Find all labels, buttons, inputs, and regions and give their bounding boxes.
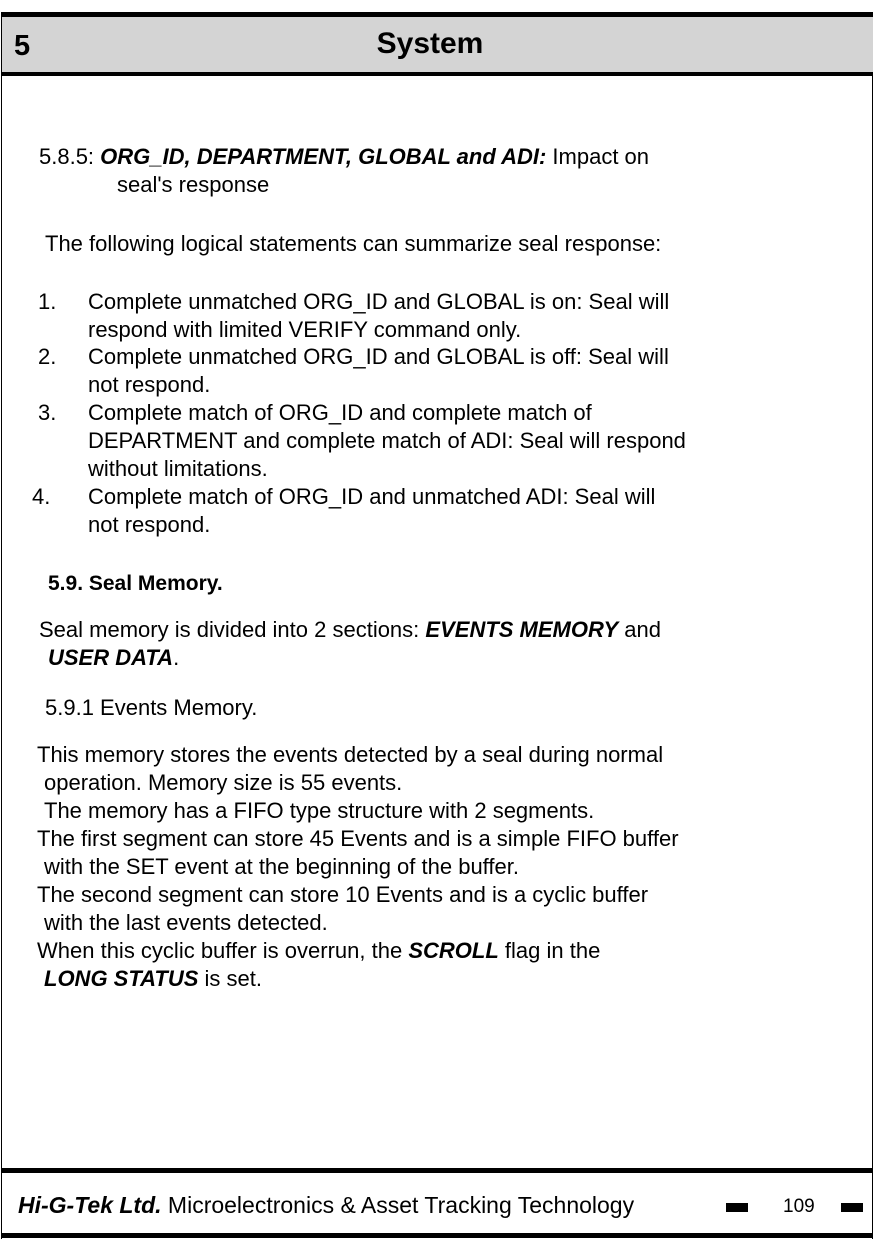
list-item-line: Complete match of ORG_ID and unmatched ADI: Seal will — [88, 484, 656, 509]
section-59-text — [39, 616, 661, 644]
long-status-term: LONG STATUS — [44, 966, 199, 991]
paragraph-line — [44, 965, 262, 993]
paragraph-line: with the last events detected. — [44, 910, 328, 935]
list-item-number: 2. — [38, 344, 57, 369]
paragraph-line: with the SET event at the beginning of the buffer. — [44, 854, 519, 879]
list-item-line: DEPARTMENT and complete match of ADI: Seal will respond — [88, 428, 686, 453]
list-item-line: without limitations. — [88, 456, 268, 481]
section-59-and: and — [624, 617, 662, 642]
scroll-flag-term: SCROLL — [408, 938, 499, 963]
footer-dash-left — [726, 1203, 748, 1212]
user-data-term: USER DATA — [48, 645, 174, 670]
section-591-heading: 5.9.1 Events Memory. — [45, 695, 258, 720]
section-59-text-line2 — [48, 644, 179, 672]
section-585-title: ORG_ID, DEPARTMENT, GLOBAL and ADI: — [100, 144, 547, 169]
paragraph-line: The second segment can store 10 Events and is a cyclic buffer — [37, 882, 649, 907]
footer-dash-right — [841, 1203, 863, 1212]
list-item-line: Complete unmatched ORG_ID and GLOBAL is on: Seal will — [88, 289, 670, 314]
paragraph-line: operation. Memory size is 55 events. — [44, 770, 403, 795]
chapter-number: 5 — [14, 30, 31, 62]
section-585-title-line2: seal's response — [117, 172, 270, 197]
list-item-line: Complete unmatched ORG_ID and GLOBAL is off: Seal will — [88, 344, 669, 369]
paragraph-line — [37, 937, 600, 965]
list-item-line: not respond. — [88, 372, 211, 397]
events-memory-term: EVENTS MEMORY — [425, 617, 619, 642]
list-item-number: 1. — [38, 289, 57, 314]
section-585-intro: The following logical statements can summarize seal response: — [45, 231, 662, 256]
section-585-number: 5.8.5: — [39, 144, 95, 169]
section-59-heading: 5.9. Seal Memory. — [48, 572, 223, 595]
list-item-line: not respond. — [88, 512, 211, 537]
paragraph-line: The memory has a FIFO type structure with 2 segments. — [44, 798, 595, 823]
section-59-period: . — [173, 645, 180, 670]
section-585-title-rest: Impact on — [552, 144, 650, 169]
paragraph-line: This memory stores the events detected by a seal during normal — [37, 742, 664, 767]
section-59-text-before: Seal memory is divided into 2 sections: — [39, 617, 420, 642]
list-item-line: Complete match of ORG_ID and complete match of — [88, 400, 592, 425]
section-585-heading — [39, 143, 649, 171]
footer-company: Hi-G-Tek Ltd. — [18, 1192, 162, 1218]
list-item-number: 3. — [38, 400, 57, 425]
is-set-text: is set. — [204, 966, 262, 991]
overrun-text-before: When this cyclic buffer is overrun, the — [37, 938, 403, 963]
list-item-line: respond with limited VERIFY command only. — [88, 317, 522, 342]
footer-rule-top — [2, 1168, 873, 1173]
footer-tagline: Microelectronics & Asset Tracking Technology — [167, 1192, 635, 1218]
page-number: 109 — [783, 1196, 815, 1217]
paragraph-line: The first segment can store 45 Events and is a simple FIFO buffer — [37, 826, 679, 851]
footer-rule-bottom — [2, 1233, 873, 1238]
chapter-title: System — [376, 27, 484, 60]
footer-text — [18, 1192, 634, 1219]
list-item-number: 4. — [32, 484, 51, 509]
overrun-text-after: flag in the — [504, 938, 601, 963]
